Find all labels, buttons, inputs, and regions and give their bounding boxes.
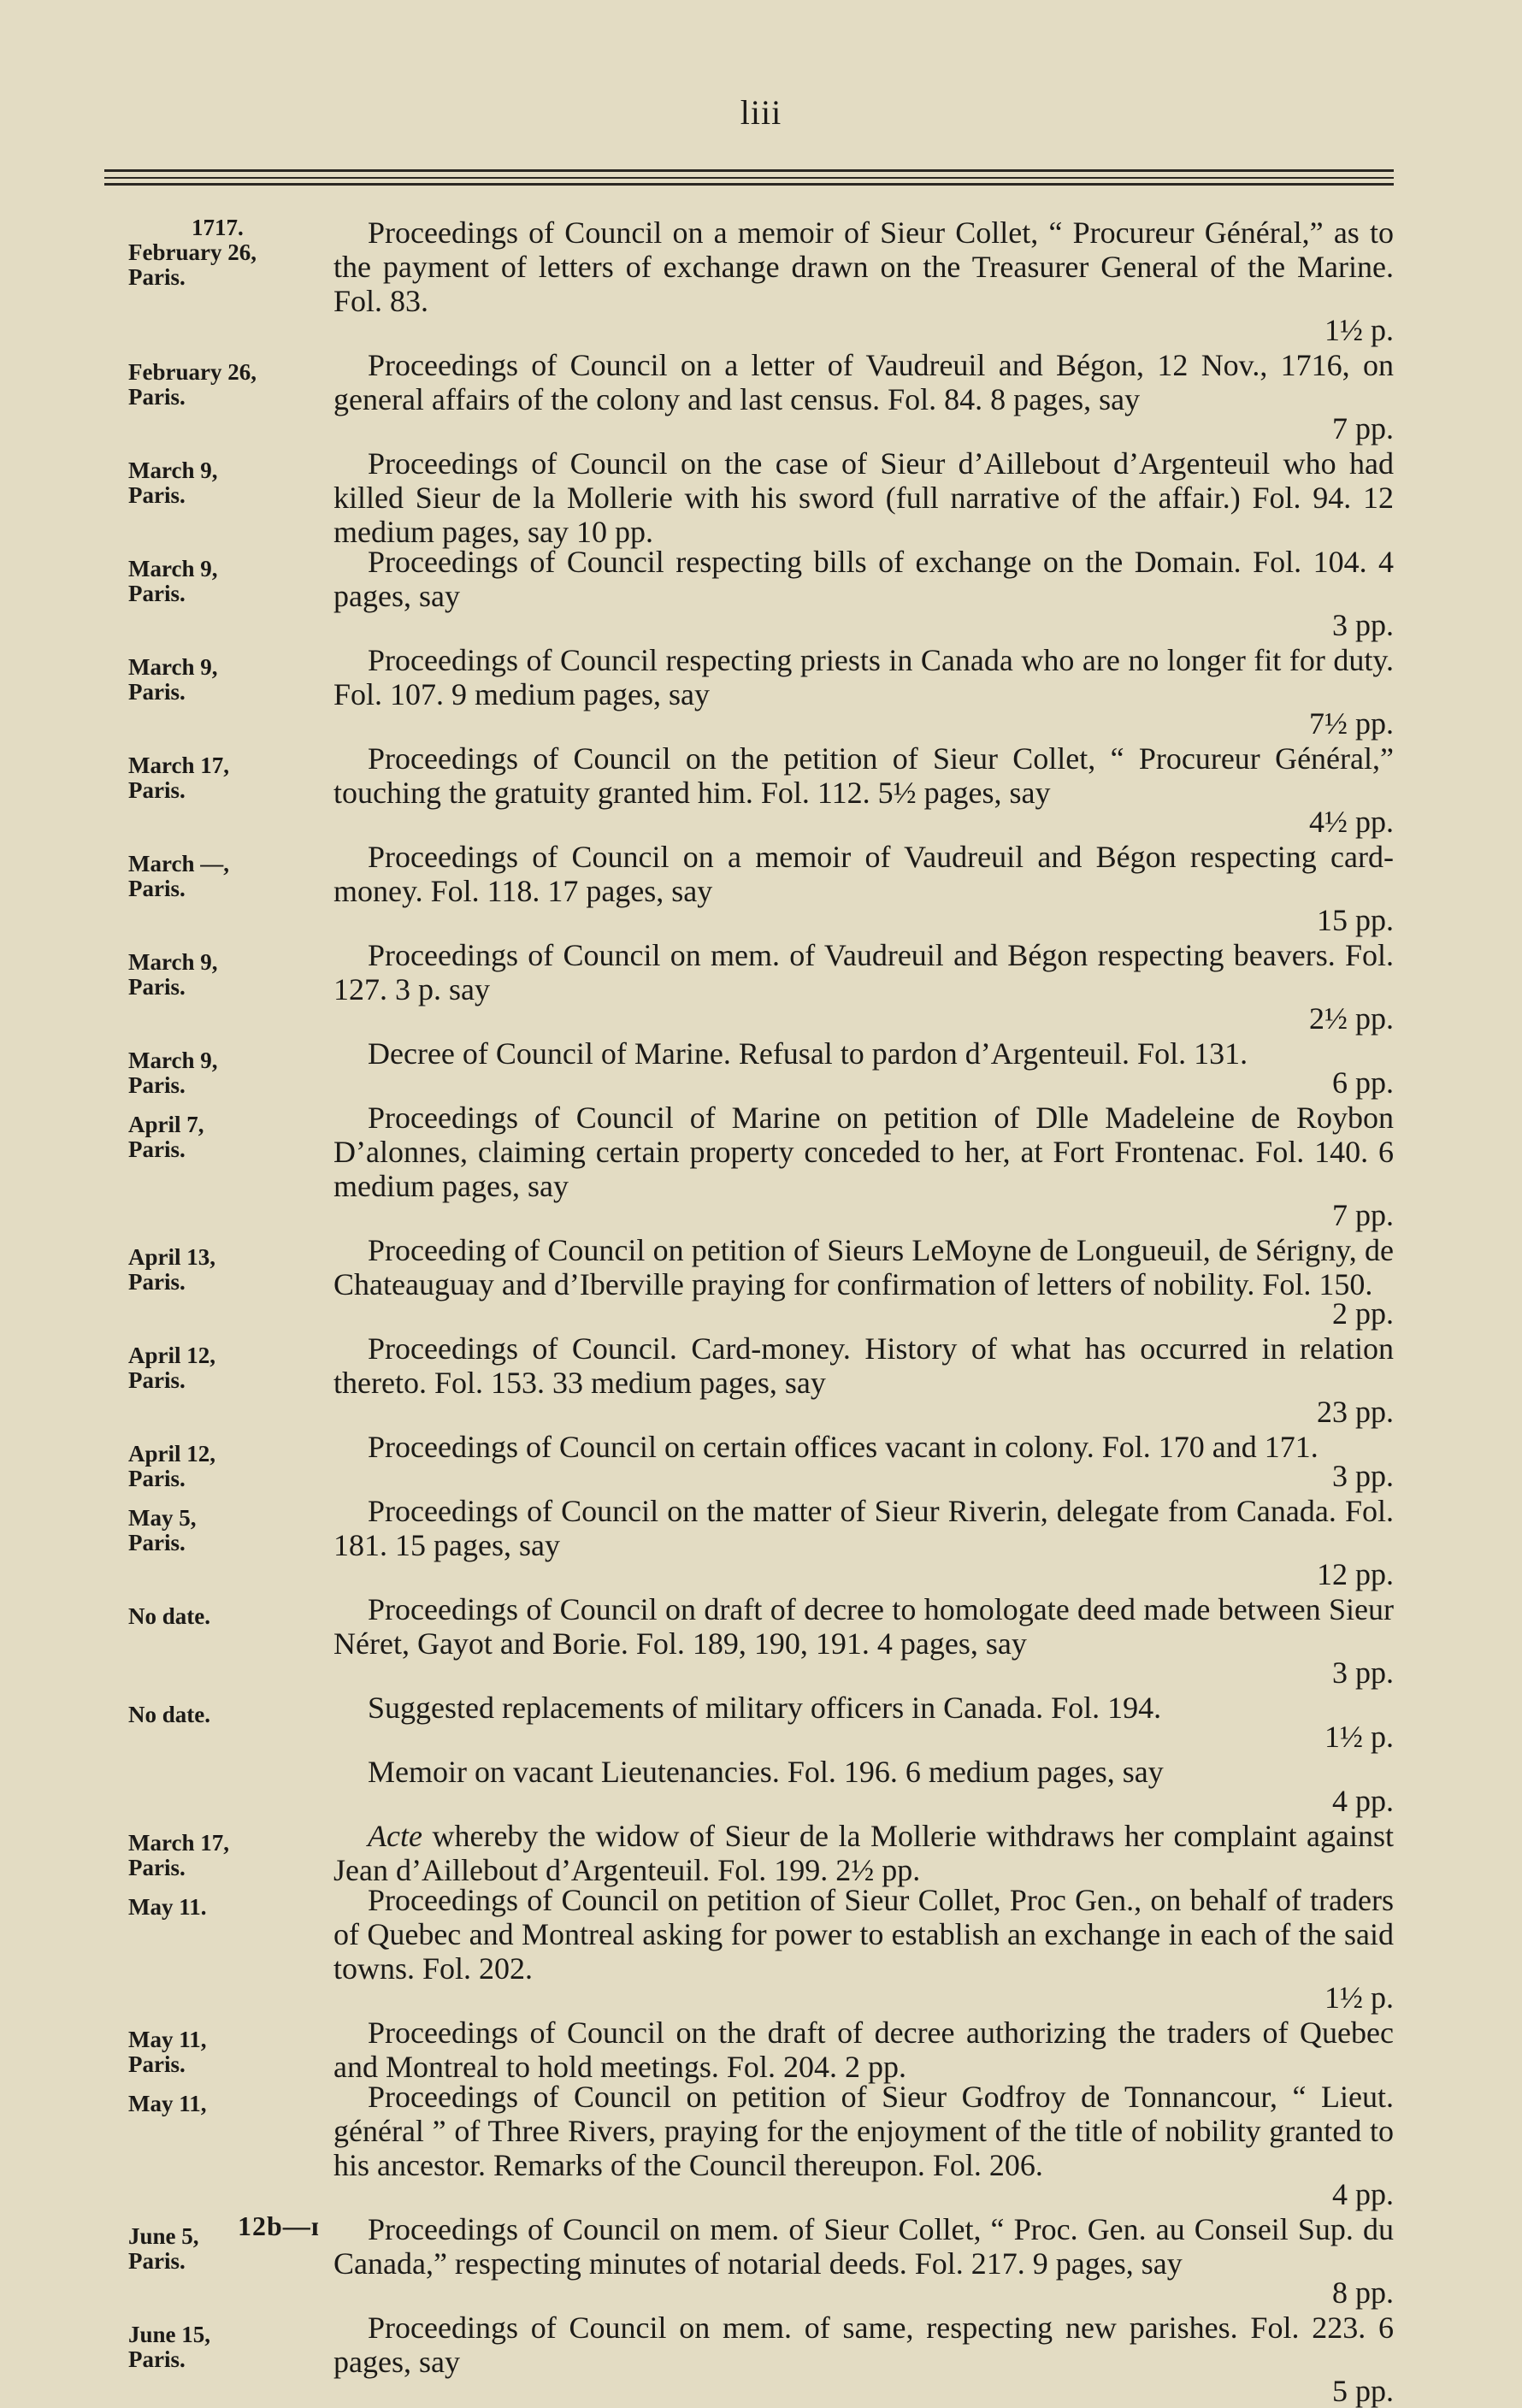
entry-description (333, 1036, 1394, 1100)
entry-description (333, 741, 1394, 839)
entry-date-margin (128, 1883, 333, 2015)
entry-text (333, 1331, 1394, 1400)
calendar-entry (128, 938, 1394, 1036)
entry-description (333, 1883, 1394, 2015)
page-number: liii (740, 93, 782, 132)
entry-page-count: 1½ p. (1324, 1720, 1394, 1754)
printer-signature: 12b—ɪ (238, 2210, 320, 2241)
entry-page-count: 1½ p. (1324, 313, 1394, 347)
entry-date: No date. (128, 1702, 210, 1727)
entry-text (333, 215, 1394, 318)
calendar-entry (128, 2016, 1394, 2084)
entry-text (333, 1819, 1394, 1887)
entry-date: No date. (128, 1603, 210, 1629)
calendar-entry (128, 2311, 1394, 2408)
calendar-entry (128, 545, 1394, 642)
entry-date: April 7, (128, 1112, 204, 1137)
entry-date-margin (128, 545, 333, 642)
entry-description (333, 1691, 1394, 1754)
entry-page-count: 15 pp. (1317, 903, 1394, 937)
entry-description (333, 1233, 1394, 1331)
calendar-entry (128, 1101, 1394, 1232)
calendar-entry (128, 1036, 1394, 1100)
entry-date-margin (128, 1430, 333, 1493)
entry-text-body: Proceedings of Council on the matter of Sieur Riverin, delegate from Canada. Fol. 181. 15 pages, say (333, 1494, 1394, 1562)
entry-date: March 17, (128, 752, 229, 778)
entry-date: May 5, (128, 1505, 197, 1531)
entry-text-body: Proceedings of Council on the draft of decree authorizing the traders of Quebec and Montreal to hold meetings. Fol. 204. 2 pp. (333, 2016, 1394, 2084)
entry-date-margin (128, 1233, 333, 1331)
entry-page-count: 7 pp. (1332, 411, 1394, 446)
entry-date-margin (128, 1819, 333, 1882)
entry-date: June 5, (128, 2223, 199, 2249)
entry-date: March 9, (128, 654, 218, 680)
entry-place: Paris. (128, 264, 186, 290)
entry-date-margin (128, 741, 333, 839)
entry-place: Paris. (128, 777, 186, 803)
calendar-entry (128, 215, 1394, 347)
entry-place: Paris. (128, 482, 186, 508)
entry-page-count: 4½ pp. (1309, 805, 1394, 839)
entry-text (333, 643, 1394, 711)
entry-description (333, 1331, 1394, 1429)
calendar-entry (128, 741, 1394, 839)
entry-date: May 11, (128, 2027, 207, 2052)
entry-date: April 12, (128, 1343, 216, 1368)
calendar-entry (128, 1233, 1394, 1331)
calendar-entry (128, 1430, 1394, 1493)
entry-text-body: Proceedings of Council on mem. of same, respecting new parishes. Fol. 223. 6 pages, say (333, 2311, 1394, 2379)
entry-year: 1717. (192, 215, 244, 240)
entry-date-margin (128, 446, 333, 544)
entry-date-margin (128, 1101, 333, 1232)
entry-text-body: Proceeding of Council on petition of Sieurs LeMoyne de Longueuil, de Sérigny, de Chateauguay and d’Iberville praying for confirmation of letters of nobility. Fol. 150. (333, 1233, 1394, 1301)
entry-text (333, 938, 1394, 1006)
entry-description (333, 348, 1394, 446)
entry-page-count: 4 pp. (1332, 1784, 1394, 1818)
entry-description (333, 1101, 1394, 1232)
header-rule (104, 169, 1394, 172)
entry-page-count: 3 pp. (1332, 1459, 1394, 1493)
entry-description (333, 643, 1394, 741)
entry-text-body: Proceedings of Council on the case of Sieur d’Aillebout d’Argenteuil who had killed Sieur de la Mollerie with his sword (full narrative of the affair.) Fol. 94. 12 medium pages, say 10 pp. (333, 446, 1394, 549)
entry-place: Paris. (128, 2346, 186, 2372)
entry-date-margin (128, 2311, 333, 2408)
entry-text (333, 2080, 1394, 2182)
entry-text (333, 1494, 1394, 1562)
entry-place: Paris. (128, 2051, 186, 2077)
entry-place: Paris. (128, 679, 186, 705)
entry-place: Paris. (128, 876, 186, 901)
entry-page-count: 6 pp. (1332, 1065, 1394, 1100)
entry-text (333, 446, 1394, 549)
entry-text-body: Proceedings of Council respecting bills of exchange on the Domain. Fol. 104. 4 pages, say (333, 545, 1394, 613)
entry-page-count: 4 pp. (1332, 2177, 1394, 2211)
entry-page-count: 1½ p. (1324, 1980, 1394, 2015)
entry-text-body: Proceedings of Council on petition of Sieur Collet, Proc Gen., on behalf of traders of Quebec and Montreal asking for power to establish an exchange in each of the said towns. Fol. 202. (333, 1883, 1394, 1986)
entry-text (333, 1233, 1394, 1301)
entry-text-body: Suggested replacements of military officers in Canada. Fol. 194. (368, 1691, 1162, 1725)
entry-page-count: 8 pp. (1332, 2275, 1394, 2310)
entry-text (333, 1036, 1394, 1071)
entry-date-margin (128, 1036, 333, 1100)
entry-date: March 9, (128, 556, 218, 581)
entry-description (333, 1819, 1394, 1887)
entry-place: Paris. (128, 1466, 186, 1491)
entry-text-body: Proceedings of Council. Card-money. History of what has occurred in relation thereto. Fol. 153. 33 medium pages, say (333, 1331, 1394, 1400)
entry-text-body: Decree of Council of Marine. Refusal to pardon d’Argenteuil. Fol. 131. (368, 1036, 1248, 1071)
entry-text-body: Proceedings of Council respecting priests in Canada who are no longer fit for duty. Fol. 107. 9 medium pages, say (333, 643, 1394, 711)
entry-text (333, 1430, 1394, 1464)
entry-description (333, 840, 1394, 937)
entry-date-margin (128, 2080, 333, 2211)
entry-date: March 17, (128, 1830, 229, 1856)
entry-date: March —, (128, 851, 229, 876)
entry-text-body: Proceedings of Council on a memoir of Vaudreuil and Bégon respecting card-money. Fol. 118. 17 pages, say (333, 840, 1394, 908)
entry-description (333, 2212, 1394, 2310)
entry-text-body: whereby the widow of Sieur de la Mollerie withdraws her complaint against Jean d’Aillebout d’Argenteuil. Fol. 199. 2½ pp. (333, 1819, 1394, 1887)
entry-date: April 12, (128, 1441, 216, 1467)
entry-date: June 15, (128, 2322, 211, 2347)
entry-text (333, 840, 1394, 908)
entry-text-body: Memoir on vacant Lieutenancies. Fol. 196. 6 medium pages, say (368, 1755, 1164, 1789)
entry-place: Paris. (128, 581, 186, 606)
entry-text (333, 1592, 1394, 1661)
entry-date-margin (128, 938, 333, 1036)
entry-page-count: 7½ pp. (1309, 706, 1394, 741)
calendar-entry (128, 348, 1394, 446)
entry-description (333, 1592, 1394, 1690)
entry-description (333, 215, 1394, 347)
entry-text (333, 2311, 1394, 2379)
entry-page-count: 23 pp. (1317, 1395, 1394, 1429)
entry-text (333, 545, 1394, 613)
calendar-entry (128, 446, 1394, 549)
entry-place: Paris. (128, 1530, 186, 1555)
entry-text (333, 2016, 1394, 2084)
entry-page-count: 12 pp. (1317, 1557, 1394, 1591)
entry-description (333, 1755, 1394, 1818)
entry-date-margin (128, 348, 333, 446)
entry-date-margin (128, 215, 333, 347)
entry-date: May 11, (128, 2091, 207, 2116)
calendar-entry (128, 643, 1394, 741)
entry-date-margin (128, 1331, 333, 1429)
entry-description (333, 2080, 1394, 2211)
entry-text-body: Proceedings of Council of Marine on petition of Dlle Madeleine de Roybon D’alonnes, claiming certain property conceded to her, at Fort Frontenac. Fol. 140. 6 medium pages, say (333, 1101, 1394, 1203)
entry-date-margin (128, 1755, 333, 1818)
entry-date: March 9, (128, 949, 218, 975)
entry-description (333, 2311, 1394, 2408)
calendar-entry (128, 1592, 1394, 1690)
entry-place: Paris. (128, 1855, 186, 1880)
calendar-entry (128, 1494, 1394, 1591)
entry-date-margin (128, 643, 333, 741)
entry-text (333, 1101, 1394, 1203)
entry-date: February 26, (128, 239, 257, 265)
entry-date: March 9, (128, 1048, 218, 1073)
entry-text-body: Proceedings of Council on mem. of Sieur Collet, “ Proc. Gen. au Conseil Sup. du Canada,” respecting minutes of notarial deeds. Fol. 217. 9 pages, say (333, 2212, 1394, 2281)
entry-page-count: 2½ pp. (1309, 1001, 1394, 1036)
entry-date-margin (128, 2016, 333, 2079)
entry-page-count: 3 pp. (1332, 608, 1394, 642)
entry-description (333, 446, 1394, 549)
entry-text-italic: Acte (368, 1819, 422, 1853)
entry-date: April 13, (128, 1244, 216, 1270)
entry-text (333, 2212, 1394, 2281)
entry-place: Paris. (128, 1269, 186, 1295)
entry-text (333, 741, 1394, 810)
entry-place: Paris. (128, 2248, 186, 2274)
entry-description (333, 545, 1394, 642)
entry-text-body: Proceedings of Council on a memoir of Sieur Collet, “ Procureur Général,” as to the payment of letters of exchange drawn on the Treasurer General of the Marine. Fol. 83. (333, 215, 1394, 318)
entry-date-margin (128, 1691, 333, 1754)
entry-list (128, 215, 1394, 2408)
entry-date-margin (128, 840, 333, 937)
entry-text-body: Proceedings of Council on certain offices vacant in colony. Fol. 170 and 171. (368, 1430, 1318, 1464)
entry-date-margin (128, 1592, 333, 1690)
entry-date: May 11. (128, 1894, 207, 1920)
entry-description (333, 1494, 1394, 1591)
entry-page-count: 2 pp. (1332, 1296, 1394, 1331)
entry-date: March 9, (128, 457, 218, 483)
calendar-entry (128, 2080, 1394, 2211)
calendar-entry (128, 1819, 1394, 1887)
entry-text-body: Proceedings of Council on mem. of Vaudreuil and Bégon respecting beavers. Fol. 127. 3 p. say (333, 938, 1394, 1006)
calendar-entry (128, 840, 1394, 937)
calendar-entry (128, 1331, 1394, 1429)
entry-text-body: Proceedings of Council on the petition of Sieur Collet, “ Procureur Général,” touching the gratuity granted him. Fol. 112. 5½ pages, say (333, 741, 1394, 810)
entry-description (333, 1430, 1394, 1493)
entry-date-margin (128, 1494, 333, 1591)
entry-place: Paris. (128, 1367, 186, 1393)
header-rule (104, 177, 1394, 179)
entry-text-body: Proceedings of Council on draft of decree to homologate deed made between Sieur Néret, Gayot and Borie. Fol. 189, 190, 191. 4 pages, say (333, 1592, 1394, 1661)
calendar-entry (128, 1691, 1394, 1754)
entry-text-body: Proceedings of Council on a letter of Vaudreuil and Bégon, 12 Nov., 1716, on general affairs of the colony and last census. Fol. 84. 8 pages, say (333, 348, 1394, 416)
entry-place: Paris. (128, 974, 186, 1000)
entry-page-count: 3 pp. (1332, 1656, 1394, 1690)
entry-description (333, 938, 1394, 1036)
entry-text-body: Proceedings of Council on petition of Sieur Godfroy de Tonnancour, “ Lieut. général ” of Three Rivers, praying for the enjoyment of the title of nobility granted to his ancestor. Remarks of the Council thereupon. Fol. 206. (333, 2080, 1394, 2182)
entry-place: Paris. (128, 1072, 186, 1098)
header-rule (104, 183, 1394, 186)
entry-text (333, 1883, 1394, 1986)
entry-page-count: 5 pp. (1332, 2374, 1394, 2408)
entry-page-count: 7 pp. (1332, 1198, 1394, 1232)
entry-text (333, 348, 1394, 416)
entry-description (333, 2016, 1394, 2084)
entry-place: Paris. (128, 384, 186, 410)
entry-date: February 26, (128, 359, 257, 385)
calendar-entry (128, 1883, 1394, 2015)
calendar-entry (128, 1755, 1394, 1818)
entry-place: Paris. (128, 1136, 186, 1162)
